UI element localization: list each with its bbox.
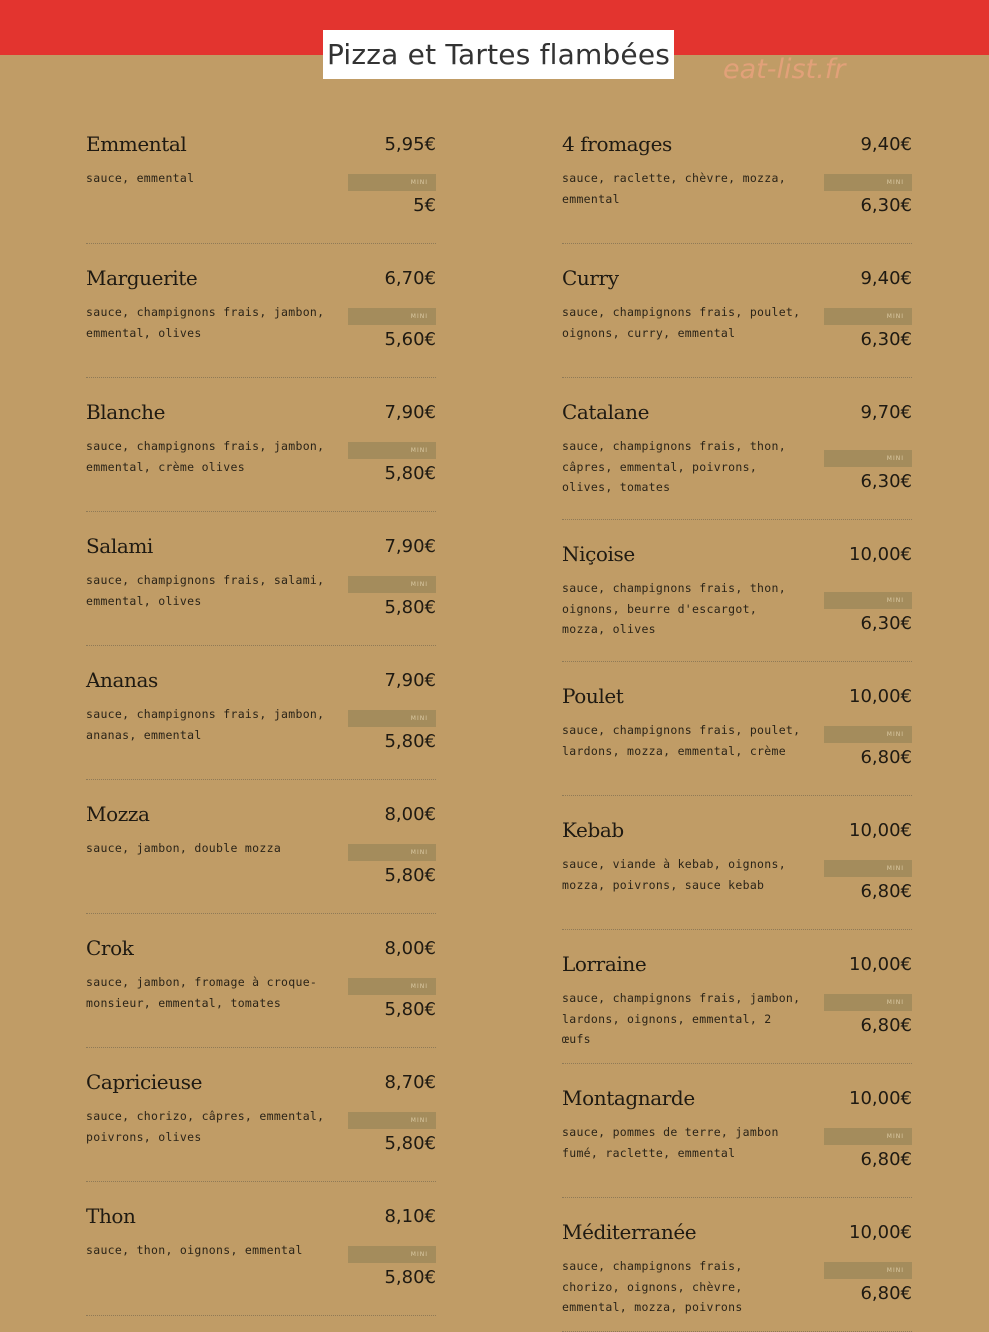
item-description: sauce, champignons frais, thon, oignons, beurre d'escargot, mozza, olives — [562, 581, 786, 636]
mini-label-bar: MINI — [348, 174, 436, 191]
mini-price: 6,80€ — [860, 1283, 912, 1304]
item-name: Kebab — [562, 818, 624, 842]
item-price: 9,40€ — [860, 268, 912, 289]
mini-price: 6,80€ — [860, 881, 912, 902]
menu-item — [86, 512, 436, 646]
mini-label-bar: MINI — [348, 978, 436, 995]
menu-item — [562, 930, 912, 1064]
item-name: Thon — [86, 1204, 136, 1228]
item-description: sauce, raclette, chèvre, mozza, emmental — [562, 171, 786, 206]
menu-item — [86, 110, 436, 244]
item-price: 8,00€ — [384, 938, 436, 959]
item-name: Capricieuse — [86, 1070, 203, 1094]
item-name: Lorraine — [562, 952, 647, 976]
item-description: sauce, champignons frais, jambon, lardons, oignons, emmental, 2 œufs — [562, 991, 801, 1046]
item-price: 10,00€ — [849, 1222, 912, 1243]
item-name: 4 fromages — [562, 132, 672, 156]
item-name: Montagnarde — [562, 1086, 695, 1110]
menu-item — [562, 1198, 912, 1332]
item-description: sauce, champignons frais, thon, câpres, emmental, poivrons, olives, tomates — [562, 439, 786, 494]
menu-item — [562, 110, 912, 244]
mini-label-bar: MINI — [348, 710, 436, 727]
item-name: Ananas — [86, 668, 158, 692]
item-price: 7,90€ — [384, 670, 436, 691]
item-description: sauce, viande à kebab, oignons, mozza, poivrons, sauce kebab — [562, 857, 786, 892]
item-name: Catalane — [562, 400, 650, 424]
menu-item — [562, 796, 912, 930]
mini-price: 6,30€ — [860, 329, 912, 350]
item-description: sauce, emmental — [86, 171, 195, 185]
item-description: sauce, thon, oignons, emmental — [86, 1243, 303, 1257]
watermark: eat-list.fr — [723, 54, 846, 85]
mini-price: 5,80€ — [384, 999, 436, 1020]
mini-price: 6,30€ — [860, 613, 912, 634]
mini-label-bar: MINI — [824, 450, 912, 467]
menu-item — [562, 378, 912, 520]
item-price: 9,40€ — [860, 134, 912, 155]
mini-label-bar: MINI — [824, 592, 912, 609]
menu-item — [86, 914, 436, 1048]
mini-price: 6,30€ — [860, 195, 912, 216]
menu-item — [86, 780, 436, 914]
item-name: Salami — [86, 534, 153, 558]
menu-item — [86, 378, 436, 512]
menu-item — [562, 520, 912, 662]
mini-label-bar: MINI — [824, 1262, 912, 1279]
menu-item — [562, 1064, 912, 1198]
menu-column-right — [562, 110, 912, 1332]
item-description: sauce, jambon, fromage à croque-monsieur, emmental, tomates — [86, 975, 318, 1010]
item-description: sauce, champignons frais, poulet, oignons, curry, emmental — [562, 305, 801, 340]
mini-price: 6,80€ — [860, 1015, 912, 1036]
item-description: sauce, champignons frais, jambon, emmental, olives — [86, 305, 325, 340]
item-price: 8,70€ — [384, 1072, 436, 1093]
mini-label-bar: MINI — [348, 576, 436, 593]
menu-column-left — [86, 110, 436, 1316]
mini-price: 5,80€ — [384, 731, 436, 752]
mini-label-bar: MINI — [348, 442, 436, 459]
item-price: 8,00€ — [384, 804, 436, 825]
item-price: 7,90€ — [384, 536, 436, 557]
menu-item — [562, 244, 912, 378]
item-price: 5,95€ — [384, 134, 436, 155]
mini-label-bar: MINI — [824, 1128, 912, 1145]
item-price: 10,00€ — [849, 954, 912, 975]
mini-price: 5,80€ — [384, 597, 436, 618]
mini-price: 5,80€ — [384, 865, 436, 886]
mini-label-bar: MINI — [348, 308, 436, 325]
mini-label-bar: MINI — [824, 726, 912, 743]
item-description: sauce, chorizo, câpres, emmental, poivrons, olives — [86, 1109, 325, 1144]
mini-label-bar: MINI — [348, 1246, 436, 1263]
mini-price: 6,80€ — [860, 1149, 912, 1170]
item-name: Blanche — [86, 400, 166, 424]
item-description: sauce, pommes de terre, jambon fumé, raclette, emmental — [562, 1125, 779, 1160]
item-description: sauce, champignons frais, salami, emmental, olives — [86, 573, 325, 608]
item-description: sauce, champignons frais, jambon, emmental, crème olives — [86, 439, 325, 474]
mini-label-bar: MINI — [824, 174, 912, 191]
item-price: 8,10€ — [384, 1206, 436, 1227]
item-price: 6,70€ — [384, 268, 436, 289]
menu-item — [86, 244, 436, 378]
item-price: 10,00€ — [849, 1088, 912, 1109]
item-name: Crok — [86, 936, 134, 960]
item-description: sauce, champignons frais, chorizo, oignons, chèvre, emmental, mozza, poivrons — [562, 1259, 743, 1314]
item-price: 10,00€ — [849, 544, 912, 565]
item-price: 10,00€ — [849, 820, 912, 841]
item-price: 9,70€ — [860, 402, 912, 423]
menu-item — [86, 646, 436, 780]
mini-label-bar: MINI — [824, 308, 912, 325]
item-name: Emmental — [86, 132, 187, 156]
item-description: sauce, champignons frais, poulet, lardons, mozza, emmental, crème — [562, 723, 801, 758]
mini-label-bar: MINI — [348, 844, 436, 861]
menu-item — [86, 1048, 436, 1182]
item-name: Méditerranée — [562, 1220, 697, 1244]
item-description: sauce, jambon, double mozza — [86, 841, 282, 855]
item-name: Curry — [562, 266, 619, 290]
item-name: Niçoise — [562, 542, 635, 566]
mini-label-bar: MINI — [348, 1112, 436, 1129]
menu-title: Pizza et Tartes flambées — [323, 30, 674, 79]
mini-price: 5,80€ — [384, 463, 436, 484]
mini-price: 5,80€ — [384, 1133, 436, 1154]
menu-item — [562, 662, 912, 796]
item-name: Poulet — [562, 684, 624, 708]
item-name: Mozza — [86, 802, 150, 826]
mini-price: 5,80€ — [384, 1267, 436, 1288]
mini-price: 5€ — [413, 195, 436, 216]
menu-item — [86, 1182, 436, 1316]
mini-price: 5,60€ — [384, 329, 436, 350]
mini-price: 6,80€ — [860, 747, 912, 768]
item-price: 10,00€ — [849, 686, 912, 707]
item-price: 7,90€ — [384, 402, 436, 423]
item-name: Marguerite — [86, 266, 198, 290]
mini-label-bar: MINI — [824, 860, 912, 877]
mini-price: 6,30€ — [860, 471, 912, 492]
item-description: sauce, champignons frais, jambon, ananas, emmental — [86, 707, 325, 742]
mini-label-bar: MINI — [824, 994, 912, 1011]
